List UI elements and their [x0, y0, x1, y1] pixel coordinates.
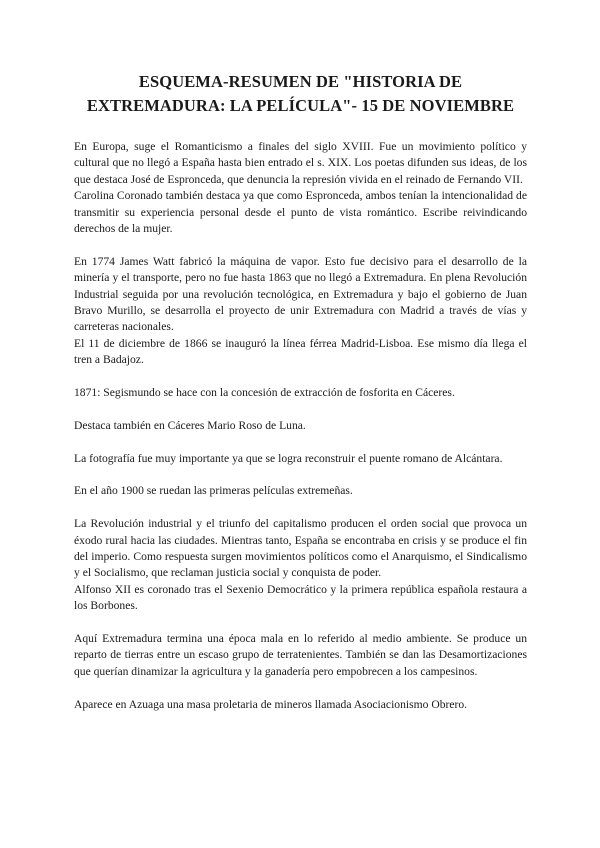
- paragraph-carolina-coronado: Carolina Coronado también destaca ya que como Espronceda, ambos tenían la intencionalidad de transmitir su experiencia personal desde el punto de vista romántico. Escribe reivindicando derechos de la mujer.: [74, 189, 527, 236]
- paragraph-maquina-vapor: En 1774 James Watt fabricó la máquina de vapor. Esto fue decisivo para el desarrollo de la minería y el transporte, pero no fue hasta 1863 que no llegó a Extremadura. En plena Revolución Industrial seguida por una revolución tecnológica, en Extremadura y bajo el gobierno de Juan Bravo Murillo, se desarrolla el proyecto de unir Extremadura con Madrid a través de vías y carreteras nacionales.: [74, 254, 527, 334]
- document-title: ESQUEMA-RESUMEN DE "HISTORIA DE EXTREMADURA: LA PELÍCULA"- 15 DE NOVIEMBRE: [86, 72, 515, 115]
- paragraph-gap: [74, 615, 527, 631]
- paragraph-fotografia: La fotografía fue muy importante ya que se logra reconstruir el puente romano de Alcántara.: [74, 451, 503, 465]
- paragraph-gap: [74, 434, 527, 450]
- paragraph-gap: [74, 500, 527, 516]
- paragraph-alfonso-xii: Alfonso XII es coronado tras el Sexenio Democrático y la primera república española restaura a los Borbones.: [74, 582, 527, 613]
- paragraph-peliculas-1900: En el año 1900 se ruedan las primeras películas extremeñas.: [74, 484, 353, 498]
- paragraph-azuaga: Aparece en Azuaga una masa proletaria de mineros llamada Asociacionismo Obrero.: [74, 697, 468, 711]
- paragraph-gap: [74, 467, 527, 483]
- paragraph-revolucion-industrial: La Revolución industrial y el triunfo del capitalismo producen el orden social que provoca un éxodo rural hacia las ciudades. Mientras tanto, España se encontraba en crisis y se produce el fin del imperio. Como respuesta surgen movimientos políticos como el Anarquismo, el Sindicalismo y el Socialismo, que reclaman justicia social y conquista de poder.: [74, 517, 527, 580]
- paragraph-gap: [74, 369, 527, 385]
- paragraph-roso-de-luna: Destaca también en Cáceres Mario Roso de Luna.: [74, 418, 306, 432]
- paragraph-romanticismo: En Europa, suge el Romanticismo a finales del siglo XVIII. Fue un movimiento político y cultural que no llegó a España hasta bien entrado el s. XIX. Los poetas difunden sus ideas, de los que destaca José de Espronceda, que denuncia la represión vivida en el reinado de Fernando VII.: [74, 140, 527, 186]
- paragraph-fosforita: 1871: Segismundo se hace con la concesión de extracción de fosforita en Cáceres.: [74, 386, 455, 400]
- paragraph-gap: [74, 680, 527, 696]
- paragraph-gap: [74, 401, 527, 417]
- paragraph-medio-ambiente: Aquí Extremadura termina una época mala en lo referido al medio ambiente. Se produce un reparto de tierras entre un escaso grupo de terratenientes. También se dan las Desamortizaciones que querían dinamizar la agricultura y la ganadería pero empobrecen a los campesinos.: [74, 632, 527, 678]
- paragraph-gap: [74, 237, 527, 253]
- paragraph-linea-ferrea: El 11 de diciembre de 1866 se inauguró la línea férrea Madrid-Lisboa. Ese mismo día llega el tren a Badajoz.: [74, 336, 527, 367]
- document-page: [74, 70, 527, 713]
